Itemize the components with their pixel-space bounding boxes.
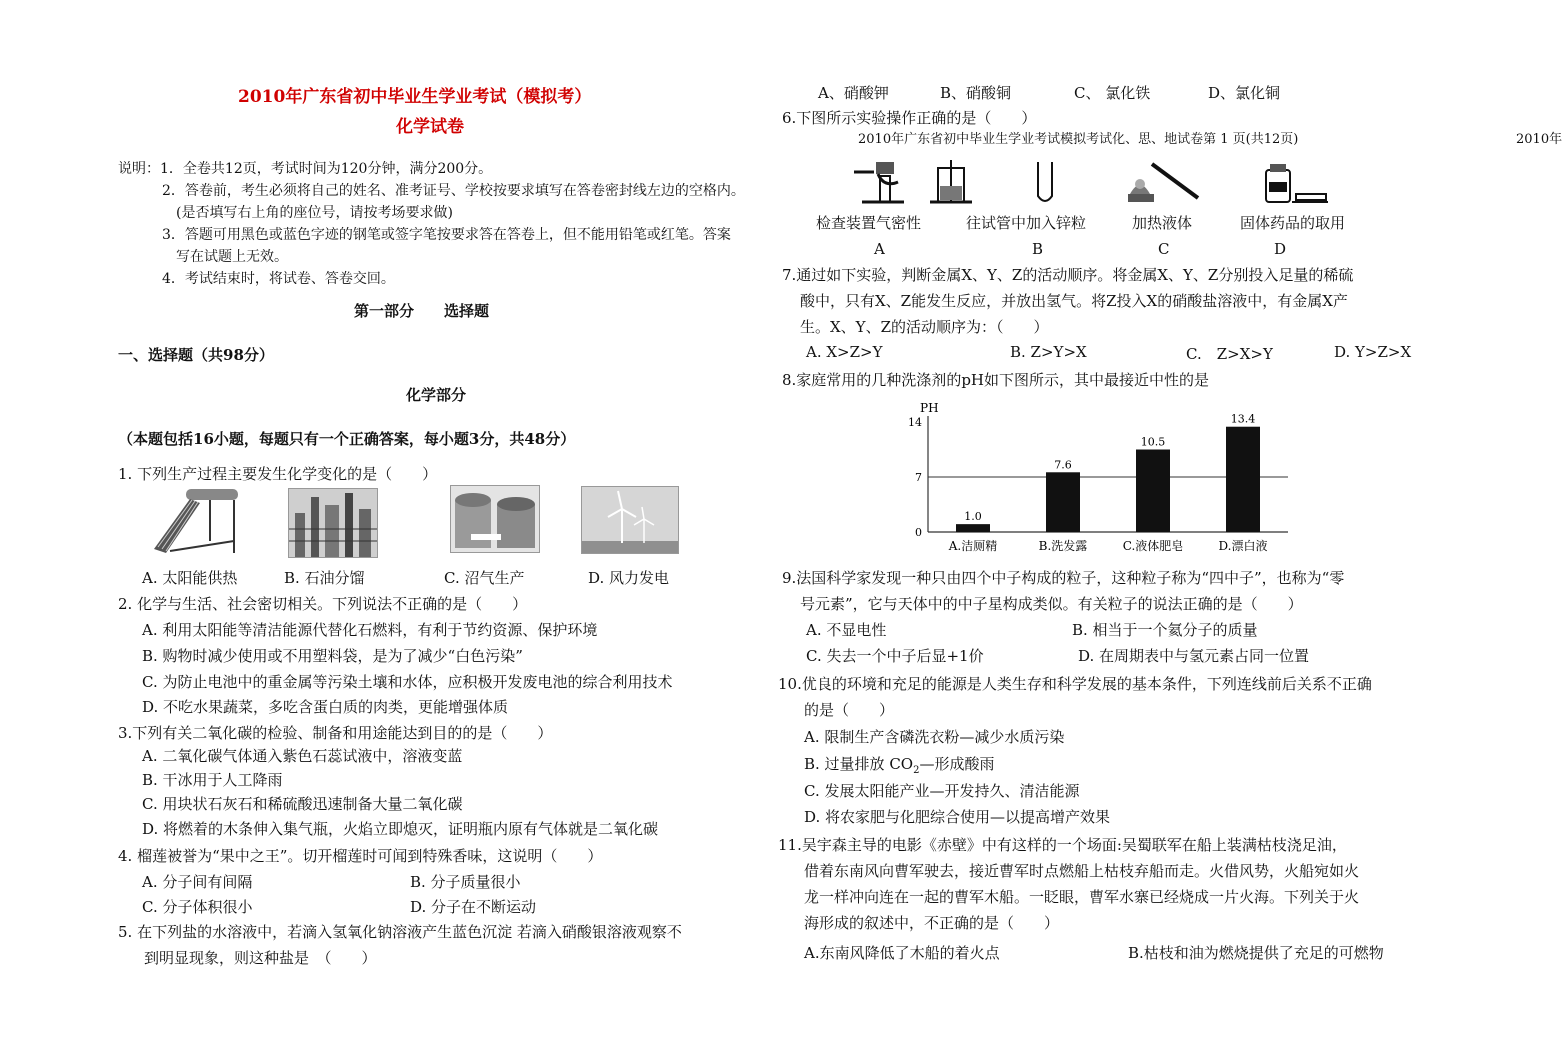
q10-stem-line1: 10.优良的环境和充足的能源是人类生存和科学发展的基本条件，下列连线前后关系不正确 (778, 675, 1372, 693)
q6-stem: 6.下图所示实验操作正确的是（ ） (782, 109, 1037, 127)
q10-option-b[interactable] (804, 753, 995, 776)
q9-stem-line1: 9.法国科学家发现一种只由四个中子构成的粒子，这种粒子称为“四中子”，也称为“零 (782, 569, 1345, 587)
page-footer: 2010年广东省初中毕业生学业考试模拟考试化、思、地试卷第 1 页(共12页) (858, 132, 1299, 147)
x-category-label: A.洁厕精 (948, 539, 998, 553)
q7-option-b[interactable]: B. Z>Y>X (1010, 343, 1087, 361)
q2-option-d[interactable]: D. 不吃水果蔬菜，多吃含蛋白质的肉类，更能增强体质 (142, 698, 509, 716)
page-footer-overflow: 2010年 (1516, 132, 1562, 147)
ph-bar-chart (900, 398, 1300, 558)
q10-stem-line2: 的是（ ） (804, 701, 895, 719)
bar-value-label: 13.4 (1230, 412, 1256, 426)
q7-stem-line2: 酸中，只有X、Z能发生反应，并放出氢气。将Z投入X的硝酸盐溶液中，有金属X产 (800, 292, 1348, 310)
q1-option-a[interactable]: A. 太阳能供热 (142, 569, 238, 587)
chart-y-axis-label: PH (920, 401, 939, 415)
instruction-3: 3．答题可用黑色或蓝色字迹的钢笔或签字笔按要求答在答卷上，但不能用铅笔或红笔。答案 (162, 227, 731, 243)
q10-option-b-prefix: B. 过量排放 CO (804, 755, 914, 773)
q3-option-c[interactable]: C. 用块状石灰石和稀硫酸迅速制备大量二氧化碳 (142, 795, 463, 813)
q7-option-d[interactable]: D. Y>Z>X (1334, 343, 1412, 361)
q10-option-a[interactable]: A. 限制生产含磷洗衣粉—减少水质污染 (804, 728, 1065, 746)
y-tick-label: 0 (915, 526, 922, 539)
q11-stem-line4: 海形成的叙述中，不正确的是（ ） (804, 914, 1060, 932)
q7-option-a[interactable]: A. X>Z>Y (806, 343, 883, 361)
x-category-label: B.洗发露 (1038, 539, 1088, 553)
solar-heater-image (150, 485, 242, 555)
q6-caption-c: 加热液体 (1132, 214, 1193, 232)
q1-stem: 1. 下列生产过程主要发生化学变化的是（ ） (118, 465, 438, 483)
q11-stem-line2: 借着东南风向曹军驶去，接近曹军时点燃船上枯枝弃船而走。火借风势，火船宛如火 (804, 862, 1360, 880)
bar-value-label: 7.6 (1054, 458, 1072, 472)
x-category-label: C.液体肥皂 (1122, 539, 1184, 553)
q6-caption-d: 固体药品的取用 (1240, 214, 1346, 232)
q1-option-d[interactable]: D. 风力发电 (588, 569, 670, 587)
q4-option-b[interactable]: B. 分子质量很小 (410, 873, 521, 891)
q2-option-b[interactable]: B. 购物时减少使用或不用塑料袋，是为了减少“白色污染” (142, 647, 523, 665)
q3-option-a[interactable]: A. 二氧化碳气体通入紫色石蕊试液中，溶液变蓝 (142, 747, 463, 765)
q6-letter-c[interactable]: C (1158, 240, 1170, 258)
q9-option-a[interactable]: A. 不显电性 (806, 621, 887, 639)
q6-caption-a: 检查装置气密性 (816, 214, 922, 232)
oil-refinery-image (288, 488, 378, 558)
q7-stem-line1: 7.通过如下实验，判断金属X、Y、Z的活动顺序。将金属X、Y、Z分别投入足量的稀硫 (782, 266, 1354, 284)
q6-letter-b[interactable]: B (1032, 240, 1044, 258)
q6-caption-b: 往试管中加入锌粒 (966, 214, 1087, 232)
q6-letter-a[interactable]: A (874, 240, 885, 258)
q3-option-d[interactable]: D. 将燃着的木条伸入集气瓶，火焰立即熄灭，证明瓶内原有气体就是二氧化碳 (142, 820, 659, 838)
chem-note: （本题包括16小题，每题只有一个正确答案，每小题3分，共48分） (118, 430, 576, 448)
q9-option-b[interactable]: B. 相当于一个氦分子的质量 (1072, 621, 1258, 639)
bar-value-label: 10.5 (1140, 435, 1166, 449)
q1-option-b[interactable]: B. 石油分馏 (284, 569, 365, 587)
q5-option-c[interactable]: C、 氯化铁 (1074, 84, 1151, 102)
instruction-2: 2．答卷前，考生必须将自己的姓名、准考证号、学校按要求填写在答卷密封线左边的空格内。 (162, 183, 745, 199)
instruction-1: 说明：1．全卷共12页，考试时间为120分钟，满分200分。 (118, 161, 493, 177)
q11-option-b[interactable]: B.枯枝和油为燃烧提供了充足的可燃物 (1128, 944, 1384, 962)
q5-option-d[interactable]: D、氯化铜 (1208, 84, 1281, 102)
ph-bar (1226, 427, 1260, 532)
exam-title: 2010年广东省初中毕业生学业考试（模拟考） (238, 87, 592, 107)
ph-bar (1046, 472, 1080, 532)
ph-bar (1136, 450, 1170, 533)
ph-bar (956, 524, 990, 532)
q9-option-d[interactable]: D. 在周期表中与氢元素占同一位置 (1078, 647, 1310, 665)
wind-turbines-image (581, 486, 679, 554)
bar-value-label: 1.0 (964, 510, 982, 524)
q9-option-c[interactable]: C. 失去一个中子后显+1价 (806, 647, 984, 665)
biogas-tanks-image (450, 485, 540, 553)
q11-option-a[interactable]: A.东南风降低了木船的着火点 (804, 944, 1000, 962)
q4-option-d[interactable]: D. 分子在不断运动 (410, 898, 537, 916)
q2-stem: 2. 化学与生活、社会密切相关。下列说法不正确的是（ ） (118, 595, 528, 613)
instruction-3-cont: 写在试题上无效。 (176, 249, 288, 265)
co2-subscript: 2 (913, 765, 920, 776)
q5-stem-line1: 5. 在下列盐的水溶液中，若滴入氢氧化钠溶液产生蓝色沉淀 若滴入硝酸银溶液观察不 (118, 923, 682, 941)
q5-option-a[interactable]: A、硝酸钾 (818, 84, 889, 102)
q11-stem-line1: 11.吴宇森主导的电影《赤壁》中有这样的一个场面:吴蜀联军在船上装满枯枝浇足油， (778, 836, 1347, 854)
heating-liquid-apparatus (1126, 160, 1206, 206)
q10-option-d[interactable]: D. 将农家肥与化肥综合使用—以提高增产效果 (804, 808, 1111, 826)
test-tube-zinc-apparatus (1030, 160, 1060, 206)
airtightness-check-apparatus (854, 158, 974, 208)
q4-option-a[interactable]: A. 分子间有间隔 (142, 873, 253, 891)
q7-option-c[interactable]: C. Z>X>Y (1186, 345, 1273, 363)
q4-option-c[interactable]: C. 分子体积很小 (142, 898, 253, 916)
q6-letter-d[interactable]: D (1274, 240, 1287, 258)
solid-reagent-apparatus (1260, 160, 1330, 206)
q5-option-b[interactable]: B、硝酸铜 (940, 84, 1012, 102)
q3-option-b[interactable]: B. 干冰用于人工降雨 (142, 771, 283, 789)
q9-stem-line2: 号元素”，它与天体中的中子星构成类似。有关粒子的说法正确的是（ ） (800, 595, 1303, 613)
q10-option-b-suffix: —形成酸雨 (919, 755, 995, 773)
q1-option-c[interactable]: C. 沼气生产 (444, 569, 525, 587)
q11-stem-line3: 龙一样冲向连在一起的曹军木船。一眨眼，曹军水寨已经烧成一片火海。下列关于火 (804, 888, 1360, 906)
q2-option-a[interactable]: A. 利用太阳能等清洁能源代替化石燃料，有利于节约资源、保护环境 (142, 621, 598, 639)
q4-stem: 4. 榴莲被誉为“果中之王”。切开榴莲时可闻到特殊香味，这说明（ ） (118, 847, 603, 865)
q2-option-c[interactable]: C. 为防止电池中的重金属等污染土壤和水体，应积极开发废电池的综合利用技术 (142, 673, 673, 691)
exam-subtitle: 化学试卷 (396, 117, 464, 137)
y-tick-label: 14 (908, 416, 922, 429)
q5-stem-line2: 到明显现象，则这种盐是 （ ） (144, 949, 377, 967)
y-tick-label: 7 (915, 471, 922, 484)
q8-stem: 8.家庭常用的几种洗涤剂的pH如下图所示，其中最接近中性的是 (782, 371, 1209, 389)
instruction-2-note: (是否填写右上角的座位号，请按考场要求做) (176, 205, 453, 221)
section-heading: 一、选择题（共98分） (118, 346, 274, 364)
x-category-label: D.漂白液 (1218, 539, 1268, 553)
instruction-4: 4．考试结束时，将试卷、答卷交回。 (162, 271, 395, 287)
chem-heading: 化学部分 (406, 386, 467, 404)
q10-option-c[interactable]: C. 发展太阳能产业—开发持久、清洁能源 (804, 782, 1080, 800)
q3-stem: 3.下列有关二氧化碳的检验、制备和用途能达到目的的是（ ） (118, 724, 553, 742)
q7-stem-line3: 生。X、Y、Z的活动顺序为：（ ） (800, 318, 1049, 336)
part-heading: 第一部分 选择题 (354, 302, 490, 320)
